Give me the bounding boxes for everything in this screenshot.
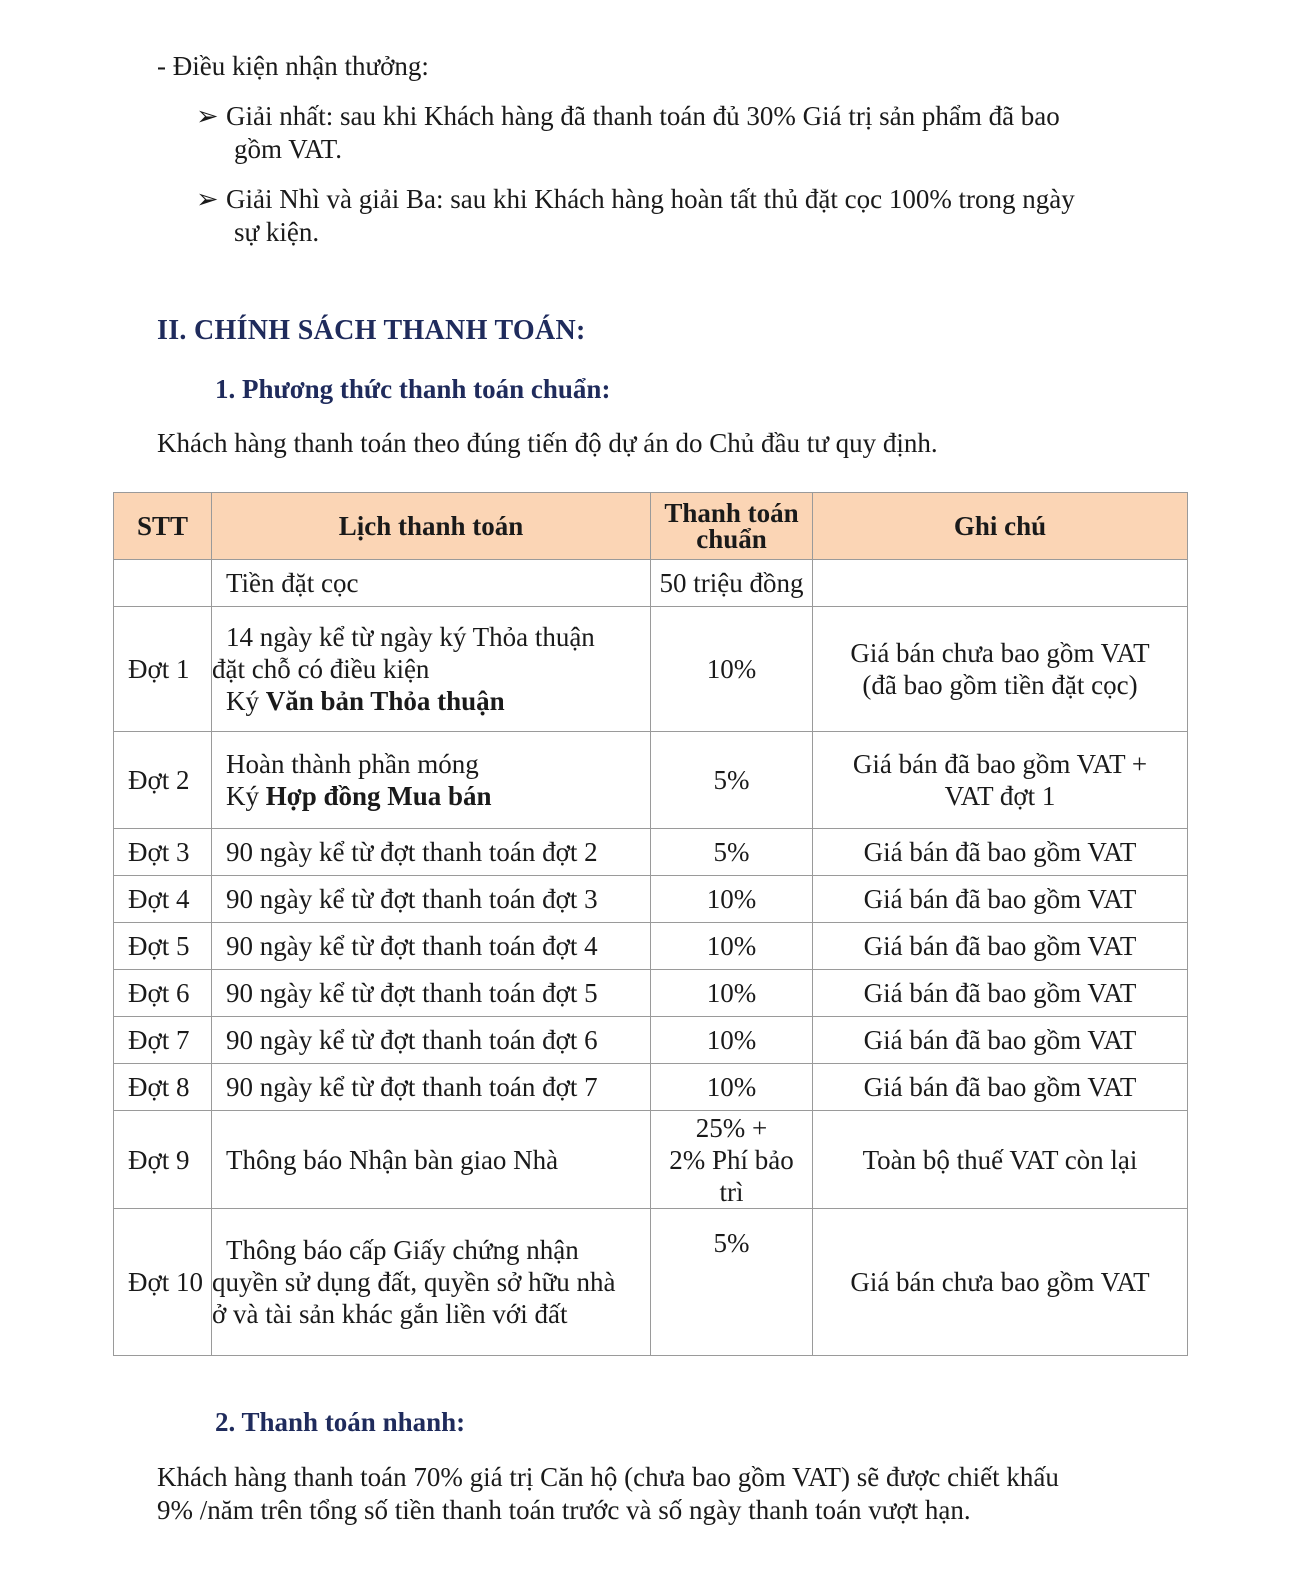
subheading-standard-payment: 1. Phương thức thanh toán chuẩn: [215,374,611,404]
fast-payment-line: Khách hàng thanh toán 70% giá trị Căn hộ (chưa bao gồm VAT) sẽ được chiết khấu [157,1462,1059,1492]
cell-stt: Đợt 2 [114,732,212,829]
cell-standard: 10% [651,970,813,1017]
cell-standard: 5% [651,829,813,876]
table-row-dot5 [114,923,1188,970]
table-row-dot6 [114,970,1188,1017]
table-row-dot3 [114,829,1188,876]
table-row-dot9 [114,1111,1188,1209]
cell-stt: Đợt 10 [114,1209,212,1356]
cell-schedule [212,1209,651,1356]
schedule-line [226,780,650,812]
cell-note: Giá bán đã bao gồm VAT [813,923,1188,970]
header-standard-line: chuẩn [696,524,767,554]
cell-note: Giá bán đã bao gồm VAT [813,1017,1188,1064]
schedule-line: ở và tài sản khác gắn liền với đất [212,1299,568,1329]
table-row-dot8 [114,1064,1188,1111]
schedule-line [226,685,650,717]
table-header-row [114,493,1188,560]
schedule-line-prefix: Ký [226,781,266,811]
header-standard-payment [651,493,813,560]
bullet-second-third-prize [196,183,1126,249]
cell-note: Giá bán đã bao gồm VAT [813,876,1188,923]
table-row-dot7 [114,1017,1188,1064]
cell-schedule: 90 ngày kể từ đợt thanh toán đợt 2 [212,829,651,876]
standard-payment-intro: Khách hàng thanh toán theo đúng tiến độ dự án do Chủ đầu tư quy định. [157,428,938,458]
standard-line: trì [719,1176,744,1207]
bullet-text-line: gồm VAT. [234,134,343,164]
header-schedule: Lịch thanh toán [212,493,651,560]
table-row-dot10 [114,1209,1188,1356]
cell-note [813,607,1188,732]
schedule-line: 14 ngày kể từ ngày ký Thỏa thuận [226,622,595,652]
cell-standard: 10% [651,876,813,923]
cell-stt: Đợt 8 [114,1064,212,1111]
cell-standard: 10% [651,607,813,732]
cell-stt: Đợt 9 [114,1111,212,1209]
cell-schedule [212,732,651,829]
schedule-line-bold: Hợp đồng Mua bán [265,781,492,811]
note-line: VAT đợt 1 [944,781,1056,811]
cell-stt: Đợt 6 [114,970,212,1017]
cell-schedule: Thông báo Nhận bàn giao Nhà [212,1111,651,1209]
bullet-text-line: sự kiện. [234,217,320,247]
note-line: Giá bán đã bao gồm VAT + [852,749,1148,779]
conditions-title: - Điều kiện nhận thưởng: [157,51,429,81]
cell-note: Giá bán đã bao gồm VAT [813,1064,1188,1111]
note-line: Giá bán chưa bao gồm VAT [850,638,1150,668]
standard-line: 25% + [695,1112,768,1143]
cell-stt [114,560,212,607]
cell-standard: 50 triệu đồng [651,560,813,607]
fast-payment-text [157,1461,1157,1527]
cell-schedule [212,607,651,732]
cell-schedule: 90 ngày kể từ đợt thanh toán đợt 4 [212,923,651,970]
table-row-dot1 [114,607,1188,732]
cell-note: Giá bán chưa bao gồm VAT [813,1209,1188,1356]
cell-note [813,732,1188,829]
cell-standard: 10% [651,923,813,970]
cell-note [813,560,1188,607]
cell-stt: Đợt 3 [114,829,212,876]
header-note: Ghi chú [813,493,1188,560]
arrow-bullet-icon: ➢ [196,101,219,131]
schedule-line: Thông báo cấp Giấy chứng nhận [226,1235,579,1265]
header-stt: STT [114,493,212,560]
cell-schedule: 90 ngày kể từ đợt thanh toán đợt 7 [212,1064,651,1111]
schedule-line-bold: Văn bản Thỏa thuận [265,686,505,716]
arrow-bullet-icon: ➢ [196,184,219,214]
schedule-line: Hoàn thành phần móng [226,749,479,779]
payment-schedule-table [113,492,1188,1356]
schedule-line: quyền sử dụng đất, quyền sở hữu nhà [212,1267,616,1297]
subheading-fast-payment: 2. Thanh toán nhanh: [215,1407,466,1437]
cell-note: Toàn bộ thuế VAT còn lại [813,1111,1188,1209]
bullet-text-line: Giải Nhì và giải Ba: sau khi Khách hàng hoàn tất thủ đặt cọc 100% trong ngày [226,184,1075,214]
cell-schedule: 90 ngày kể từ đợt thanh toán đợt 5 [212,970,651,1017]
bullet-first-prize [196,100,1126,166]
table-row-deposit [114,560,1188,607]
cell-note: Giá bán đã bao gồm VAT [813,970,1188,1017]
fast-payment-line: 9% /năm trên tổng số tiền thanh toán trước và số ngày thanh toán vượt hạn. [157,1495,971,1525]
cell-standard [651,1111,813,1209]
cell-stt: Đợt 1 [114,607,212,732]
cell-standard: 5% [651,732,813,829]
cell-schedule: 90 ngày kể từ đợt thanh toán đợt 6 [212,1017,651,1064]
schedule-line-prefix: Ký [226,686,266,716]
note-line: (đã bao gồm tiền đặt cọc) [862,670,1138,700]
cell-stt: Đợt 7 [114,1017,212,1064]
section-heading-payment-policy: II. CHÍNH SÁCH THANH TOÁN: [157,315,586,346]
cell-stt: Đợt 4 [114,876,212,923]
schedule-line: đặt chỗ có điều kiện [212,654,430,684]
cell-note: Giá bán đã bao gồm VAT [813,829,1188,876]
cell-standard: 5% [651,1209,813,1356]
bullet-text-line: Giải nhất: sau khi Khách hàng đã thanh toán đủ 30% Giá trị sản phẩm đã bao [226,101,1060,131]
table-row-dot4 [114,876,1188,923]
cell-schedule: Tiền đặt cọc [212,560,651,607]
standard-line: 2% Phí bảo [669,1144,794,1175]
header-standard-line: Thanh toán [664,498,799,528]
cell-standard: 10% [651,1017,813,1064]
table-row-dot2 [114,732,1188,829]
cell-standard: 10% [651,1064,813,1111]
cell-stt: Đợt 5 [114,923,212,970]
cell-schedule: 90 ngày kể từ đợt thanh toán đợt 3 [212,876,651,923]
